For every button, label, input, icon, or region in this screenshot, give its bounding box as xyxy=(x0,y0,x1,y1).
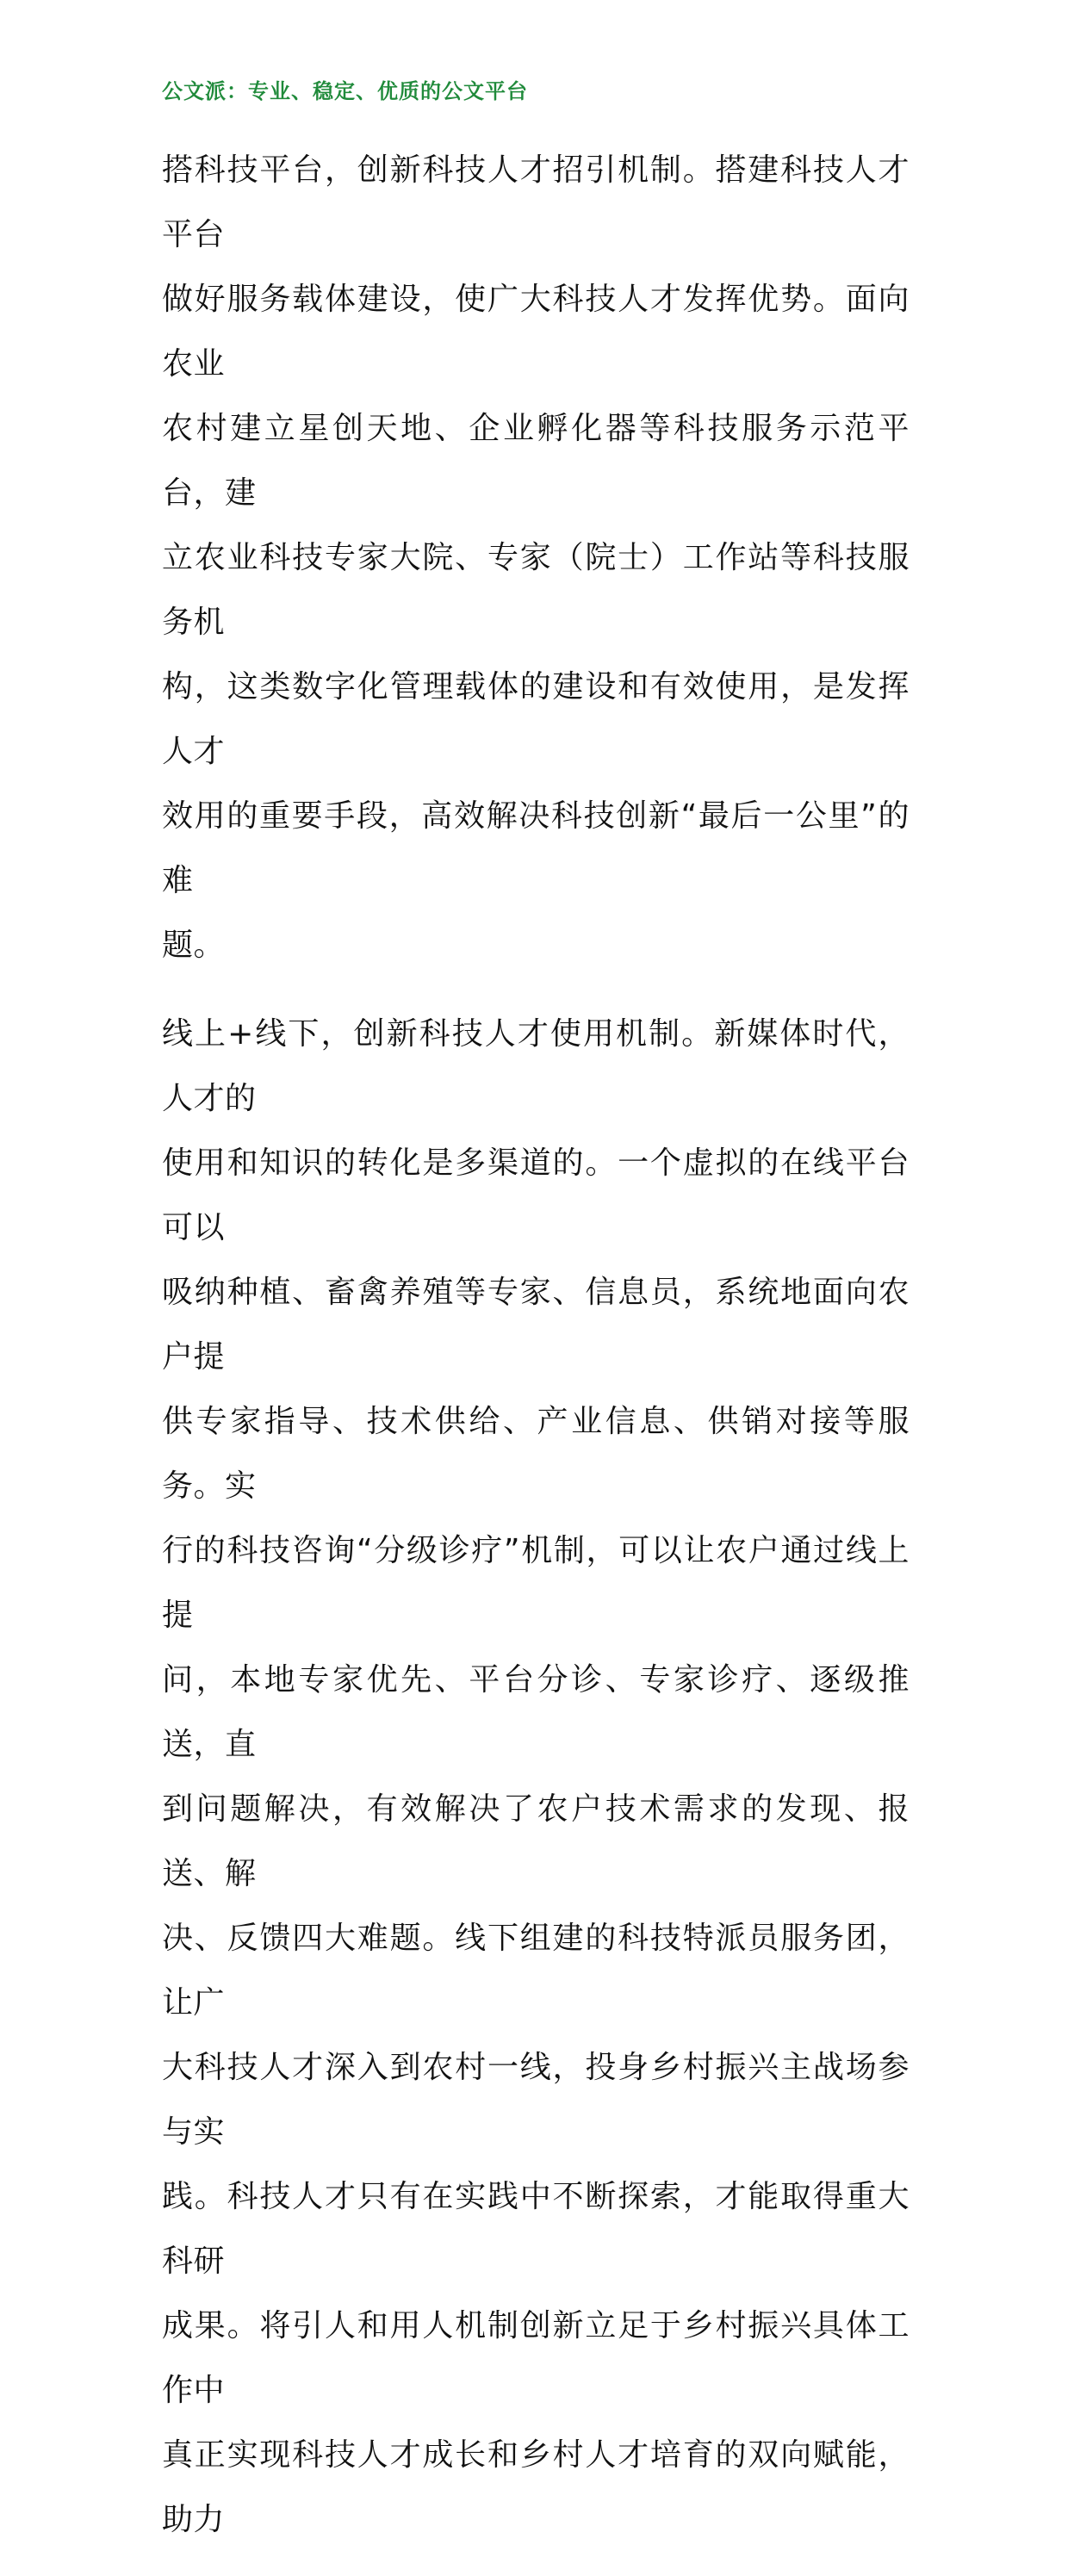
paragraph-line: 问，本地专家优先、平台分诊、专家诊疗、逐级推送，直 xyxy=(162,1662,910,1762)
paragraph-line: 决、反馈四大难题。线下组建的科技特派员服务团，让广 xyxy=(162,1921,910,2020)
paragraph-line: 行的科技咨询“分级诊疗”机制，可以让农户通过线上提 xyxy=(162,1533,910,1633)
paragraph-line: 吸纳种植、畜禽养殖等专家、信息员，系统地面向农户提 xyxy=(162,1275,910,1375)
paragraph-line: 成果。将引人和用人机制创新立足于乡村振兴具体工作中 xyxy=(162,2308,910,2408)
paragraph-line: 构，这类数字化管理载体的建设和有效使用，是发挥人才 xyxy=(162,669,910,769)
paragraph-line: 农村建立星创天地、企业孵化器等科技服务示范平台，建 xyxy=(162,411,910,511)
paragraph-2 xyxy=(162,1002,910,2552)
document-body xyxy=(162,138,910,2576)
paragraph-line: 供专家指导、技术供给、产业信息、供销对接等服务。实 xyxy=(162,1404,910,1504)
page-header-title: 公文派：专业、稳定、优质的公文平台 xyxy=(162,79,528,103)
paragraph-1 xyxy=(162,138,910,978)
paragraph-line: 践。科技人才只有在实践中不断探索，才能取得重大科研 xyxy=(162,2179,910,2279)
paragraph-line: 到问题解决，有效解决了农户技术需求的发现、报送、解 xyxy=(162,1791,910,1891)
paragraph-line: 做好服务载体建设，使广大科技人才发挥优势。面向农业 xyxy=(162,282,910,382)
paragraph-line: 线上+线下，创新科技人才使用机制。新媒体时代，人才的 xyxy=(162,1016,910,1116)
paragraph-line: 立农业科技专家大院、专家（院士）工作站等科技服务机 xyxy=(162,540,910,640)
paragraph-line: 大科技人才深入到农村一线，投身乡村振兴主战场参与实 xyxy=(162,2050,910,2150)
paragraph-line: 真正实现科技人才成长和乡村人才培育的双向赋能，助力 xyxy=(162,2437,910,2537)
paragraph-line: 搭科技平台，创新科技人才招引机制。搭建科技人才平台 xyxy=(162,152,910,252)
paragraph-line: 使用和知识的转化是多渠道的。一个虚拟的在线平台可以 xyxy=(162,1145,910,1245)
paragraph-line: 效用的重要手段，高效解决科技创新“最后一公里”的难 xyxy=(162,798,910,898)
paragraph-line: 题。 xyxy=(162,928,226,963)
